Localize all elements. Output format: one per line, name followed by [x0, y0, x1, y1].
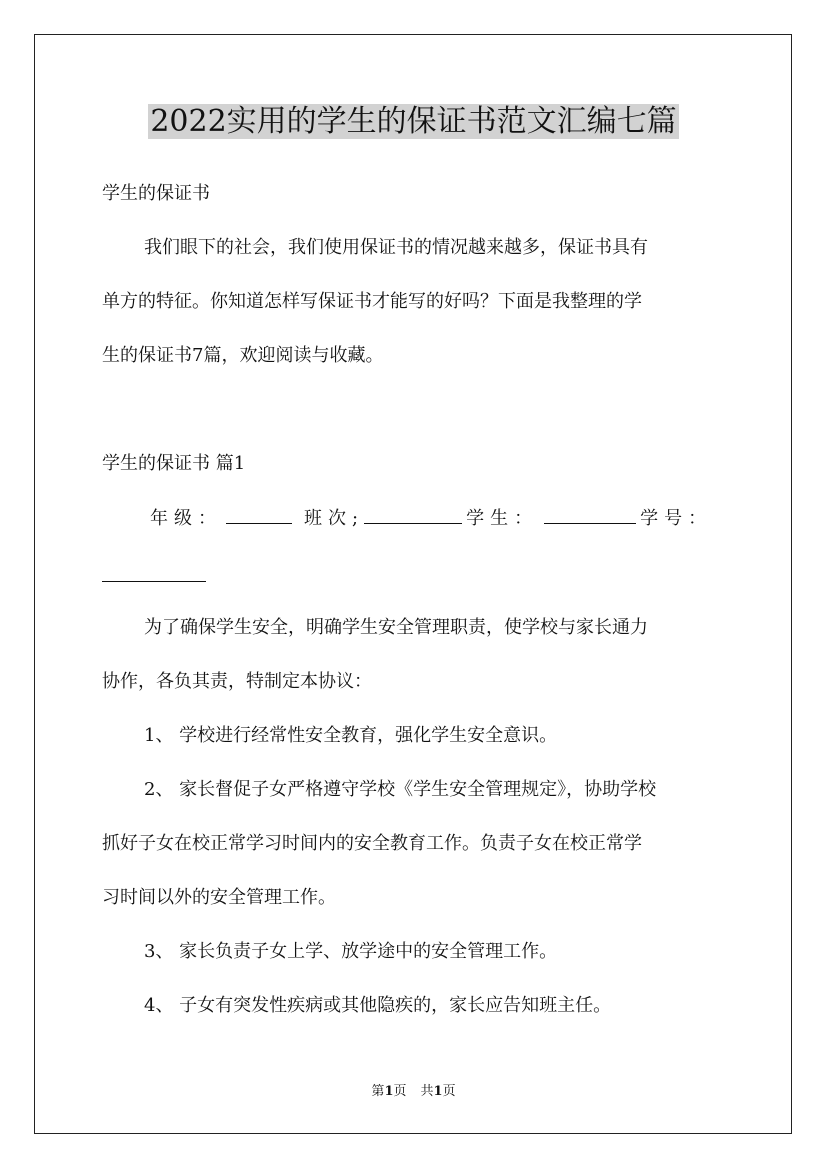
class-label: 班次;: [304, 508, 365, 529]
section-heading: 学生的保证书 篇1: [102, 453, 246, 474]
footer-page-current: 1: [384, 1084, 394, 1099]
document-title-text: 2022实用的学生的保证书范文汇编七篇: [150, 104, 677, 139]
footer-page-prefix: 第: [371, 1084, 385, 1099]
body-line-8: 4、 子女有突发性疾病或其他隐疾的，家长应告知班主任。: [144, 995, 612, 1016]
footer-total-unit: 页: [442, 1084, 456, 1099]
body-line-2: 协作，各负其责，特制定本协议：: [102, 671, 372, 692]
page-footer: [0, 1083, 827, 1101]
student-blank: [544, 505, 636, 524]
class-blank: [364, 505, 462, 524]
body-line-1: 为了确保学生安全，明确学生安全管理职责，使学校与家长通力: [144, 617, 648, 638]
footer-page-total: 1: [433, 1084, 443, 1099]
info-fields-row: [150, 505, 790, 533]
body-line-5: 抓好子女在校正常学习时间内的安全教育工作。负责子女在校正常学: [102, 833, 642, 854]
intro-line-3: 生的保证书7篇，欢迎阅读与收藏。: [102, 345, 384, 366]
grade-blank: [226, 505, 292, 524]
footer-page-unit: 页: [393, 1084, 407, 1099]
intro-line-2: 单方的特征。你知道怎样写保证书才能写的好吗？下面是我整理的学: [102, 291, 642, 312]
intro-heading: 学生的保证书: [102, 183, 210, 204]
number-label: 学号：: [640, 508, 713, 529]
body-line-4: 2、 家长督促子女严格遵守学校《学生安全管理规定》，协助学校: [144, 779, 657, 800]
body-line-7: 3、 家长负责子女上学、放学途中的安全管理工作。: [144, 941, 558, 962]
student-label: 学生：: [466, 508, 539, 529]
intro-line-1: 我们眼下的社会，我们使用保证书的情况越来越多，保证书具有: [144, 237, 648, 258]
body-line-6: 习时间以外的安全管理工作。: [102, 887, 336, 908]
grade-label: 年级：: [150, 508, 222, 529]
body-line-3: 1、 学校进行经常性安全教育，强化学生安全意识。: [144, 725, 558, 746]
document-title: [0, 100, 827, 144]
number-blank: [102, 563, 206, 582]
footer-total-prefix: 共: [420, 1084, 434, 1099]
